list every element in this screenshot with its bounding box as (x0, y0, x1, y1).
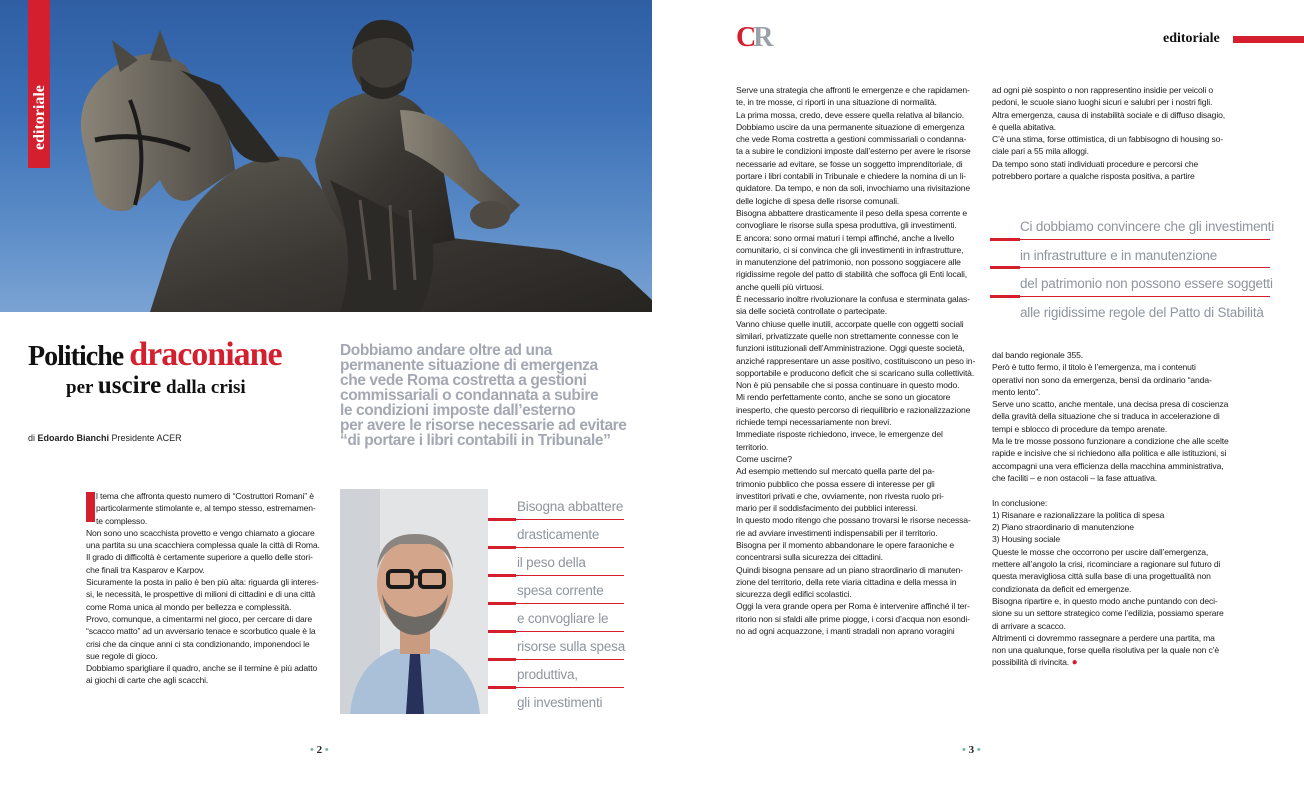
text-line: rapide e incisive che si richiedono alla politica e alle istituzioni, si (992, 448, 1227, 459)
text-line: della gravità della situazione che si traduca in accelerazione di (992, 411, 1220, 422)
text-line: Serve una strategia che affronti le emergenze e che rapidamen- (736, 85, 970, 95)
pull-quote-line (488, 523, 624, 551)
text-line: che finali tra Kasparov e Karpov. (86, 564, 205, 575)
text-line: 2) Piano straordinario di manutenzione (992, 522, 1134, 533)
body-column-2 (736, 84, 976, 637)
article-title-line2 (66, 372, 246, 400)
lead-line: che vede Roma costretta a gestioni (340, 372, 587, 389)
byline-prefix: di (28, 433, 38, 443)
text-line: comunitario, ci si convinca che gli investimenti in infrastrutture, (736, 244, 964, 255)
logo-letter-r: R (753, 22, 771, 53)
pull-quote-text: spesa corrente (517, 583, 604, 598)
text-line: Provo, comunque, a cimentarmi nel gioco, per cercare di dare (86, 613, 313, 624)
pull-quote-text: drasticamente (517, 527, 600, 542)
text-line: rigidissime regole del patto di stabilità che soffoca gli Enti locali, (736, 269, 968, 280)
text-line: ai giochi di carte che agli scacchi. (86, 675, 209, 686)
body-column-3-bottom (992, 349, 1229, 670)
text-line: 3) Housing sociale (992, 534, 1060, 545)
section-tag (28, 0, 50, 168)
text-line: Mi rendo perfettamente conto, anche se sono un giocatore (736, 392, 951, 403)
text-line: non una qualunque, forse quella risolutiva per la quale non c’è (992, 645, 1220, 656)
lead-line: Dobbiamo andare oltre ad una (340, 342, 552, 359)
text-line: di arrivare a scacco. (992, 620, 1066, 631)
text-line: anziché rappresentare un asse positivo, costituiscono un peso in- (736, 355, 976, 366)
body-column-3-top (992, 84, 1225, 182)
text-line: necessarie ad evitare, se fosse un soggetto imprenditoriale, di (736, 158, 963, 169)
text-line: sia delle società controllate o partecipate. (736, 306, 888, 317)
pull-quote-line (488, 663, 624, 691)
text-line: richiede tempi necessariamente non brevi. (736, 417, 892, 428)
pull-quote-text: e convogliare le (517, 611, 609, 626)
pull-quote-line (488, 607, 624, 635)
byline-author: Edoardo Bianchi (37, 433, 110, 443)
text-line: Quindi bisogna pensare ad un piano straordinario di manuten- (736, 564, 964, 575)
pull-quote-right (990, 214, 1275, 328)
pull-quote-line (488, 635, 624, 663)
text-line: trimonio pubblico che possa essere di interesse per gli (736, 478, 935, 489)
text-line: E ancora: sono ormai maturi i tempi affinché, anche a livello (736, 232, 955, 243)
text-line: dal bando regionale 355. (992, 350, 1084, 360)
text-line: condizionata da deficit ed emergenze. (992, 583, 1132, 594)
page-number-dot: • (976, 744, 981, 756)
pull-quote-line (488, 551, 624, 579)
text-line: ciale pari a 55 mila alloggi. (992, 146, 1089, 157)
text-line: Altrimenti ci dovremmo rassegnare a perdere una partita, ma (992, 632, 1215, 643)
page-number-value: 2 (316, 744, 323, 756)
text-line: concentrarsi sulla sicurezza dei cittadini. (736, 552, 883, 563)
text-line: ritorio non si sfaldi alle prime piogge, i corsi d’acqua non esondi- (736, 613, 970, 624)
section-rubric: editoriale (1163, 31, 1220, 46)
text-line: Altra emergenza, causa di instabilità sociale e di diffuso disagio, (992, 109, 1225, 120)
page-number-right (962, 744, 981, 756)
text-line: 1) Risanare e razionalizzare la politica di spesa (992, 509, 1165, 520)
text-line: particolarmente stimolante e, al tempo stesso, estremamen- (96, 503, 316, 514)
pull-quote-text: alle rigidissime regole del Patto di Stabilità (1020, 304, 1264, 320)
text-line: portare i libri contabili in Tribunale e chiedere la nomina di un li- (736, 171, 966, 182)
text-line: te, in tre mosse, ci riporti in una situazione di normalità. (736, 97, 937, 108)
text-line: investitori privati e che, ovviamente, non rivesta ruolo pri- (736, 490, 944, 501)
lead-paragraph (340, 343, 640, 448)
text-line: tempi e sblocco di procedure da tempo arenate. (992, 423, 1168, 434)
text-line: pedoni, le scuole siano luoghi sicuri e salubri per i nostri figli. (992, 97, 1213, 108)
logo-letter-c: C (736, 22, 754, 53)
text-line: potrebbero portare a qualche risposta positiva, a partire (992, 171, 1195, 182)
end-mark-icon: ● (1068, 657, 1078, 669)
text-line: mettere all’angolo la crisi, ricominciare a ragionare sul futuro di (992, 559, 1221, 570)
section-tag-label: editoriale (31, 85, 48, 150)
text-line: si, le necessità, le prospettive di milioni di cittadini e di una città (86, 589, 316, 600)
lead-line: permanente situazione di emergenza (340, 357, 598, 374)
text-line: “scacco matto” ad un avversario tenace e scorbutico quale è la (86, 626, 316, 637)
text-line: anche quelli più virtuosi. (736, 281, 824, 292)
text-line: similari, privatizzate quelle non strettamente connesse con le (736, 330, 959, 341)
text-line: sopportabile e producono deficit che si scaricano sulla collettività. (736, 367, 975, 378)
text-line: Queste le mosse che occorrono per uscire dall’emergenza, (992, 546, 1209, 557)
author-portrait-illustration (340, 489, 488, 714)
statue-photo (0, 0, 652, 312)
text-line: In conclusione: (992, 497, 1048, 508)
title-word-draconiane: draconiane (129, 336, 282, 373)
text-line: ta a subire le condizioni imposte dall’esterno per avere le risorse (736, 146, 971, 157)
pull-quote-text: Ci dobbiamo convincere che gli investimenti (1020, 219, 1275, 234)
pull-quote-text: gli investimenti (517, 695, 603, 710)
text-line: Il grado di difficoltà è certamente superiore a quello delle stori- (86, 552, 313, 563)
text-line: rie ad avviare investimenti indispensabili per il territorio. (736, 527, 938, 538)
equestrian-statue-illustration (0, 0, 652, 312)
pull-quote-text: Bisogna abbattere (517, 499, 624, 514)
text-line: Non sono uno scacchista provetto e vengo chiamato a giocare (86, 527, 315, 538)
text-line: mento lento”. (992, 386, 1041, 397)
text-line: come Roma unica al mondo per bellezza e complessità. (86, 601, 292, 612)
author-portrait (340, 489, 488, 714)
title-word-uscire: uscire (97, 372, 162, 399)
rubric-bar (1233, 36, 1304, 43)
magazine-logo (736, 22, 770, 54)
text-line: È necessario inoltre rivoluzionare la confusa e sterminata galas- (736, 294, 970, 305)
title-word-politiche: Politiche (28, 341, 130, 372)
page-number-dot: • (962, 744, 966, 756)
pull-quote-text: risorse sulla spesa (517, 639, 625, 654)
article-title-line1 (28, 336, 282, 374)
text-line: zione del territorio, della rete viaria cittadina e della messa in (736, 576, 957, 587)
lead-line: commissariali o condannata a subire (340, 387, 599, 404)
text-line: Bisogna per il momento abbandonare le opere faraoniche e (736, 539, 955, 550)
text-line: è quella abitativa. (992, 121, 1057, 132)
text-line: Come uscirne? (736, 453, 792, 464)
text-line: mario per il soddisfacimento dei pubblici interessi. (736, 503, 918, 514)
text-line: Sicuramente la posta in palio è ben più alta: riguarda gli interes- (86, 577, 319, 588)
text-line: In questo modo ritengo che possano trovarsi le risorse necessa- (736, 515, 971, 526)
text-line: delle logiche di spesa delle risorse comunali. (736, 195, 900, 206)
text-line: territorio. (736, 441, 769, 452)
text-line: Serve uno scatto, anche mentale, una decisa presa di coscienza (992, 399, 1229, 410)
text-line: Oggi la vera grande opera per Roma è intervenire affinché il ter- (736, 601, 970, 612)
body-column-1 (86, 490, 330, 687)
text-line: che vede Roma costretta a gestioni commissariali o condanna- (736, 134, 967, 145)
byline (28, 433, 182, 443)
text-line: no ad ogni acquazzone, i manti stradali non aprano voragini (736, 626, 955, 637)
text-line: Immediate risposte richiedono, invece, le emergenze del (736, 429, 943, 440)
text-line: Non è più pensabile che si possa continuare in questo modo. (736, 380, 960, 391)
text-line: Ad esempio mettendo sul mercato quella parte del pa- (736, 466, 935, 477)
pull-quote-text: in infrastrutture e in manutenzione (1020, 247, 1218, 263)
text-line: crisi che da cinque anni ci sta condizionando, imponendoci le (86, 638, 310, 649)
pull-quote-left (488, 495, 624, 719)
pull-quote-line (990, 243, 1270, 272)
text-line: possibilità di rivincita. ● (992, 657, 1078, 669)
text-line: Bisogna ripartire e, in questo modo anche puntando con deci- (992, 595, 1218, 606)
text-line: accompagni una vera efficienza della macchina amministrativa, (992, 460, 1224, 471)
text-line: che faciliti – e non ostacoli – la fase attuativa. (992, 472, 1157, 483)
title-word-per: per (66, 377, 98, 398)
text-line: te complesso. (96, 515, 148, 526)
title-word-dalla-crisi: dalla crisi (161, 377, 246, 398)
text-line: l tema che affronta questo numero di “Costruttori Romani” è (96, 491, 314, 501)
text-line: Bisogna abbattere drasticamente il peso della spesa corrente e (736, 207, 967, 218)
text-line: sione su un settore strategico come l’edilizia, possiamo sperare (992, 608, 1224, 619)
page-number-left (310, 744, 329, 756)
pull-quote-line (488, 579, 624, 607)
lead-line: per avere le risorse necessarie ad evitare (340, 417, 627, 434)
text-line: Da tempo sono stati individuati procedure e percorsi che (992, 158, 1199, 169)
byline-role: Presidente ACER (109, 433, 182, 443)
text-line: C’è una stima, forse ottimistica, di un fabbisogno di housing so- (992, 134, 1224, 145)
text-line: Ma le tre mosse possono funzionare a condizione che alle scelte (992, 436, 1229, 447)
pull-quote-line (990, 271, 1273, 300)
page-number-dot: • (324, 744, 329, 756)
text-line: funzioni istituzionali dell’Amministrazione. Oggi queste società, (736, 343, 965, 354)
text-line: sicurezza degli edifici scolastici. (736, 589, 852, 600)
pull-quote-text: del patrimonio non possono essere soggetti (1020, 276, 1273, 291)
text-line: operativi non sono da emergenza, bensì da ordinario “anda- (992, 374, 1212, 385)
pull-quote-line (488, 691, 624, 719)
page-number-dot: • (310, 744, 314, 756)
lead-line: “di portare i libri contabili in Tribunale” (340, 432, 611, 449)
text-line: Dobbiamo uscire da una permanente situazione di emergenza (736, 121, 965, 132)
text-line: convogliare le risorse sulla spesa produttiva, gli investimenti. (736, 220, 957, 231)
text-line: inesperto, che questo percorso di riequilibrio e razionalizzazione (736, 404, 971, 415)
text-line: una partita su una scacchiera complessa quale la città di Roma. (86, 540, 320, 551)
pull-quote-line (990, 214, 1275, 243)
text-line: Dobbiamo sparigliare il quadro, anche se il termine è più adatto (86, 663, 318, 674)
pull-quote-text: produttiva, (517, 667, 578, 682)
text-line: ad ogni piè sospinto o non rappresentino insidie per veicoli o (992, 85, 1213, 95)
text-line: quidatore. Da tempo, e non da soli, invochiamo una rivisitazione (736, 183, 971, 194)
pull-quote-line (990, 300, 1270, 329)
text-line: Vanno chiuse quelle inutili, accorpate quelle con oggetti sociali (736, 318, 964, 329)
pull-quote-line (488, 495, 624, 523)
text-line (992, 484, 1220, 496)
text-line: La prima mossa, credo, deve essere quella relativa al bilancio. (736, 109, 964, 120)
text-line: sue regole di gioco. (86, 650, 158, 661)
page-number-value: 3 (968, 744, 975, 756)
text-line: questa meravigliosa città sulla base di una progettualità non (992, 571, 1211, 582)
lead-line: le condizioni imposte dall’esterno (340, 402, 576, 419)
text-line: in manutenzione del patrimonio, non possono soggiacere alle (736, 257, 961, 268)
text-line: Però è tutto fermo, il titolo è l’emergenza, ma i contenuti (992, 362, 1196, 373)
pull-quote-text: il peso della (517, 555, 586, 570)
